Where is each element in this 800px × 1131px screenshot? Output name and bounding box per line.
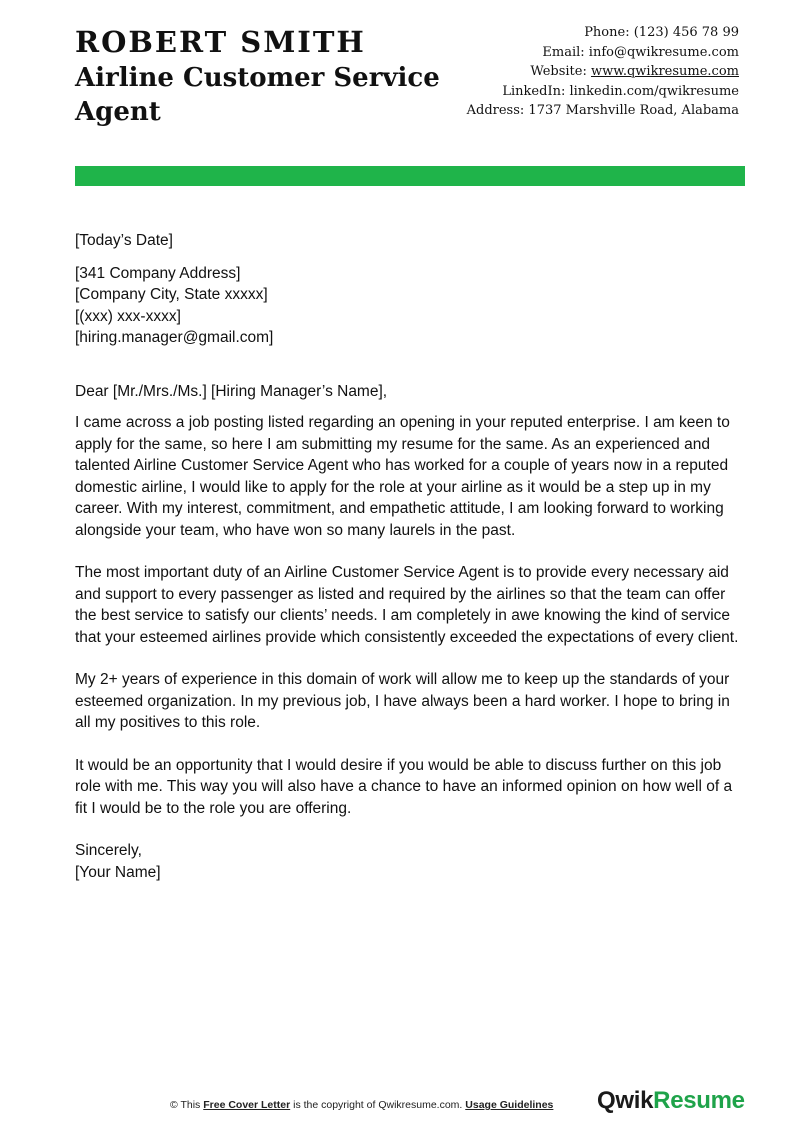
letter-body [75,230,745,883]
recipient-line: [Company City, State xxxxx] [75,286,268,303]
email-label: Email: [542,44,585,60]
recipient-line: [hiring.manager@gmail.com] [75,329,274,346]
phone-value: (123) 456 78 99 [633,25,739,40]
salutation: Dear [Mr./Mrs./Ms.] [Hiring Manager’s Name], [75,382,388,400]
qwikresume-logo [597,1087,745,1115]
phone-label: Phone: [584,25,630,40]
address-value: 1737 Marshville Road, Alabama [528,103,739,119]
linkedin-label: LinkedIn: [502,83,566,99]
job-title: Airline Customer Service Agent [75,63,440,127]
recipient-line: [341 Company Address] [75,264,241,282]
header-divider-bar [75,166,745,186]
closing: Sincerely, [75,842,142,859]
contact-address [439,101,739,121]
footer-middle: is the copyright of Qwikresume.com. [293,1099,463,1111]
free-cover-letter-link[interactable]: Free Cover Letter [203,1099,291,1111]
contact-email [439,43,739,63]
signature: [Your Name] [75,863,161,881]
letter-date: [Today’s Date] [75,232,173,249]
usage-guidelines-link[interactable]: Usage Guidelines [465,1099,554,1111]
website-label: Website: [530,64,587,80]
body-paragraph: My 2+ years of experience in this domain of work will allow me to keep up the standards of your esteemed organization. In my previous job, I have always been a hard worker. I hope to bring in all my positives to this role. [75,671,730,731]
recipient-address [75,263,745,349]
address-label: Address: [466,103,525,119]
email-value: info@qwikresume.com [588,44,739,60]
logo-part-resume: Resume [653,1087,745,1114]
contact-linkedin [439,82,739,102]
body-paragraph: The most important duty of an Airline Customer Service Agent is to provide every necessary aid and support to every passenger as listed and required by the airlines so that the team can offer the best service to satisfy our clients’ needs. I am completely in awe knowing the kind of service that your esteemed airlines provide which consistently exceeded the expectations of every client. [75,564,739,646]
recipient-line: [(xxx) xxx-xxxx] [75,307,181,325]
body-paragraph: It would be an opportunity that I would desire if you would be able to discuss further on this job role with me. This way you will also have a chance to have an informed opinion on how well of a fit I would be to the role you are offering. [75,756,733,817]
body-paragraph: I came across a job posting listed regarding an opening in your reputed enterprise. I am keen to apply for the same, so here I am submitting my resume for the same. As an experienced and talented Airline Customer Service Agent who has worked for a couple of years now in a reputed domestic airline, I would like to apply for the role at your airline as it would be a step up in my career. With my interest, commitment, and empathetic attitude, I am looking forward to working alongside your team, who have won so many laurels in the past. [75,414,730,539]
logo-part-qwik: Qwik [597,1087,654,1114]
applicant-name: ROBERT SMITH [75,25,366,59]
linkedin-value: linkedin.com/qwikresume [569,83,739,99]
footer-prefix: © This [170,1099,201,1111]
website-link[interactable]: www.qwikresume.com [591,64,739,80]
contact-block [439,23,739,121]
copyright-footer [170,1099,553,1111]
contact-website [439,62,739,82]
contact-phone [439,23,739,43]
header-identity [75,24,495,129]
